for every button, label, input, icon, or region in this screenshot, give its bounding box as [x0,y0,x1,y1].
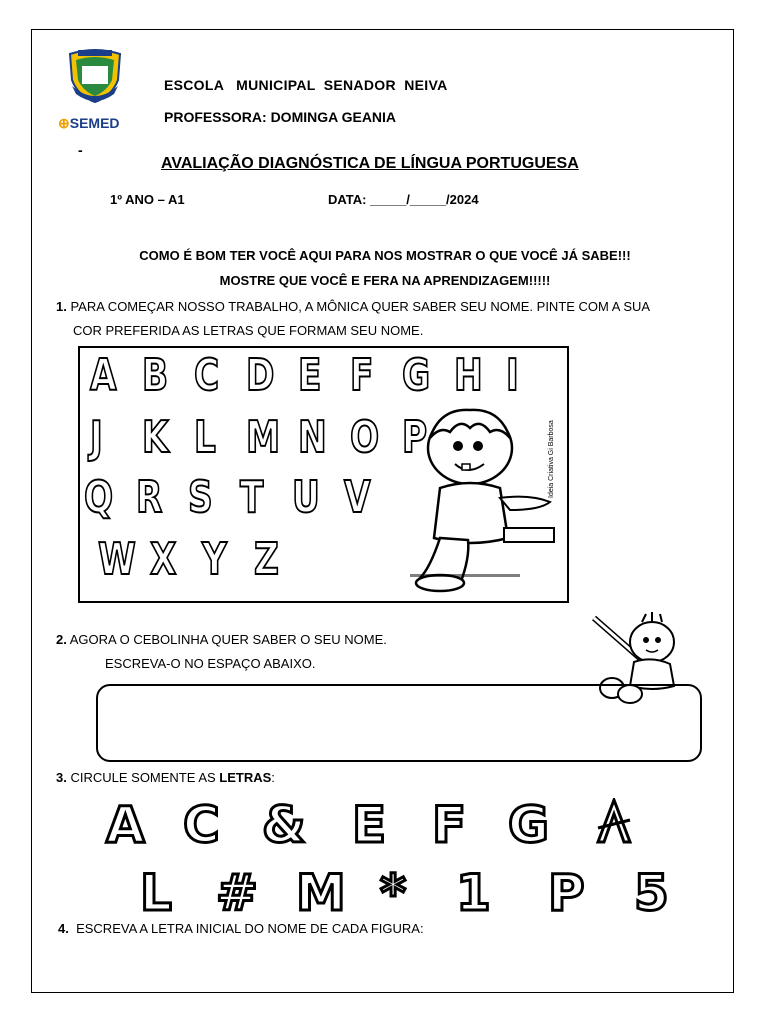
alphabet-letter[interactable]: M [246,412,281,463]
illustration-credit: Ideia Criativa Gi Barbosa [548,420,555,498]
q3-line [56,770,275,785]
q4-line [58,921,424,936]
alphabet-letter[interactable]: A [90,350,117,401]
q1-text-1: PARA COMEÇAR NOSSO TRABALHO, A MÔNICA QUER SABER SEU NOME. PINTE COM A SUA [70,299,651,314]
alphabet-box[interactable] [78,346,569,603]
school-name: ESCOLA MUNICIPAL SENADOR NEIVA [164,77,448,93]
page-title: AVALIAÇÃO DIAGNÓSTICA DE LÍNGUA PORTUGUESA [161,155,579,172]
q3-symbol[interactable]: * [380,864,407,922]
alphabet-letter[interactable]: O [350,412,380,463]
q3-prefix: CIRCULE SOMENTE AS [70,770,220,785]
alphabet-letter[interactable]: F [350,350,374,401]
q3-symbol[interactable]: P [548,864,585,922]
q1-text-2: COR PREFERIDA AS LETRAS QUE FORMAM SEU NOME. [73,323,424,338]
alphabet-letter[interactable]: V [344,472,371,523]
alphabet-letter[interactable]: B [142,350,169,401]
q3-symbol[interactable]: C [183,796,220,854]
alphabet-letter[interactable]: Q [84,472,114,523]
alphabet-letter[interactable]: W [98,534,136,585]
q3-symbol[interactable]: L [140,864,172,922]
teacher-name: PROFESSORA: DOMINGA GEANIA [164,109,397,125]
q3-suffix: : [271,770,275,785]
q1-line-1 [56,299,650,314]
q2-text-1: AGORA O CEBOLINHA QUER SABER O SEU NOME. [69,632,387,647]
alphabet-letter[interactable]: G [402,350,431,401]
q2-line-1 [56,632,387,647]
q2-text-2: ESCREVA-O NO ESPAÇO ABAIXO. [105,656,316,671]
q3-bold: LETRAS [219,770,272,785]
alphabet-letter[interactable]: N [298,412,327,463]
dash-mark: - [78,142,83,158]
monica-illustration [400,398,560,598]
alphabet-letter[interactable]: H [454,350,483,401]
grade-label: 1º ANO – A1 [110,192,185,207]
q3-symbol[interactable]: & [262,796,306,854]
floor-line [410,574,520,577]
alphabet-letter[interactable]: S [188,472,213,523]
alphabet-letter[interactable]: R [136,472,163,523]
semed-logo: ⊕SEMED [58,115,120,131]
q3-symbol[interactable]: E [352,796,387,854]
school-crest-logo [64,46,126,104]
q4-text: ESCREVA A LETRA INICIAL DO NOME DE CADA FIGURA: [76,921,424,936]
alphabet-letter[interactable]: L [194,412,216,463]
alphabet-letter[interactable]: U [292,472,320,523]
alphabet-letter[interactable]: T [240,472,264,523]
alphabet-letter[interactable]: J [90,412,103,463]
q3-symbol[interactable]: 1 [456,864,491,922]
name-answer-box[interactable] [96,684,702,762]
q3-symbol[interactable]: 5 [634,864,669,922]
alphabet-letter[interactable]: Y [202,534,227,585]
alphabet-letter[interactable]: C [194,350,220,401]
q3-number: 3. [56,770,67,785]
q3-symbol[interactable]: M [296,864,346,922]
alphabet-letter[interactable]: E [298,350,322,401]
q3-symbol[interactable]: A [106,796,145,854]
compass-symbol[interactable] [592,798,636,846]
alphabet-letter[interactable]: D [246,350,275,401]
q1-number: 1. [56,299,67,314]
q4-number: 4. [58,921,69,936]
q3-symbol[interactable]: G [508,796,550,854]
welcome-line-1: COMO É BOM TER VOCÊ AQUI PARA NOS MOSTRAR O QUE VOCÊ JÁ SABE!!! [139,248,631,263]
alphabet-letter[interactable]: I [506,350,519,401]
welcome-line-2: MOSTRE QUE VOCÊ E FERA NA APRENDIZAGEM!!!!! [219,273,551,288]
date-field: DATA: _____/_____/2024 [328,192,479,207]
alphabet-letter[interactable]: Z [254,534,279,585]
alphabet-letter[interactable]: P [402,412,428,463]
alphabet-letter[interactable]: X [150,534,177,585]
q2-number: 2. [56,632,67,647]
q3-symbol[interactable]: F [432,796,467,854]
q3-symbol[interactable]: # [216,864,258,922]
alphabet-letter[interactable]: K [142,412,169,463]
